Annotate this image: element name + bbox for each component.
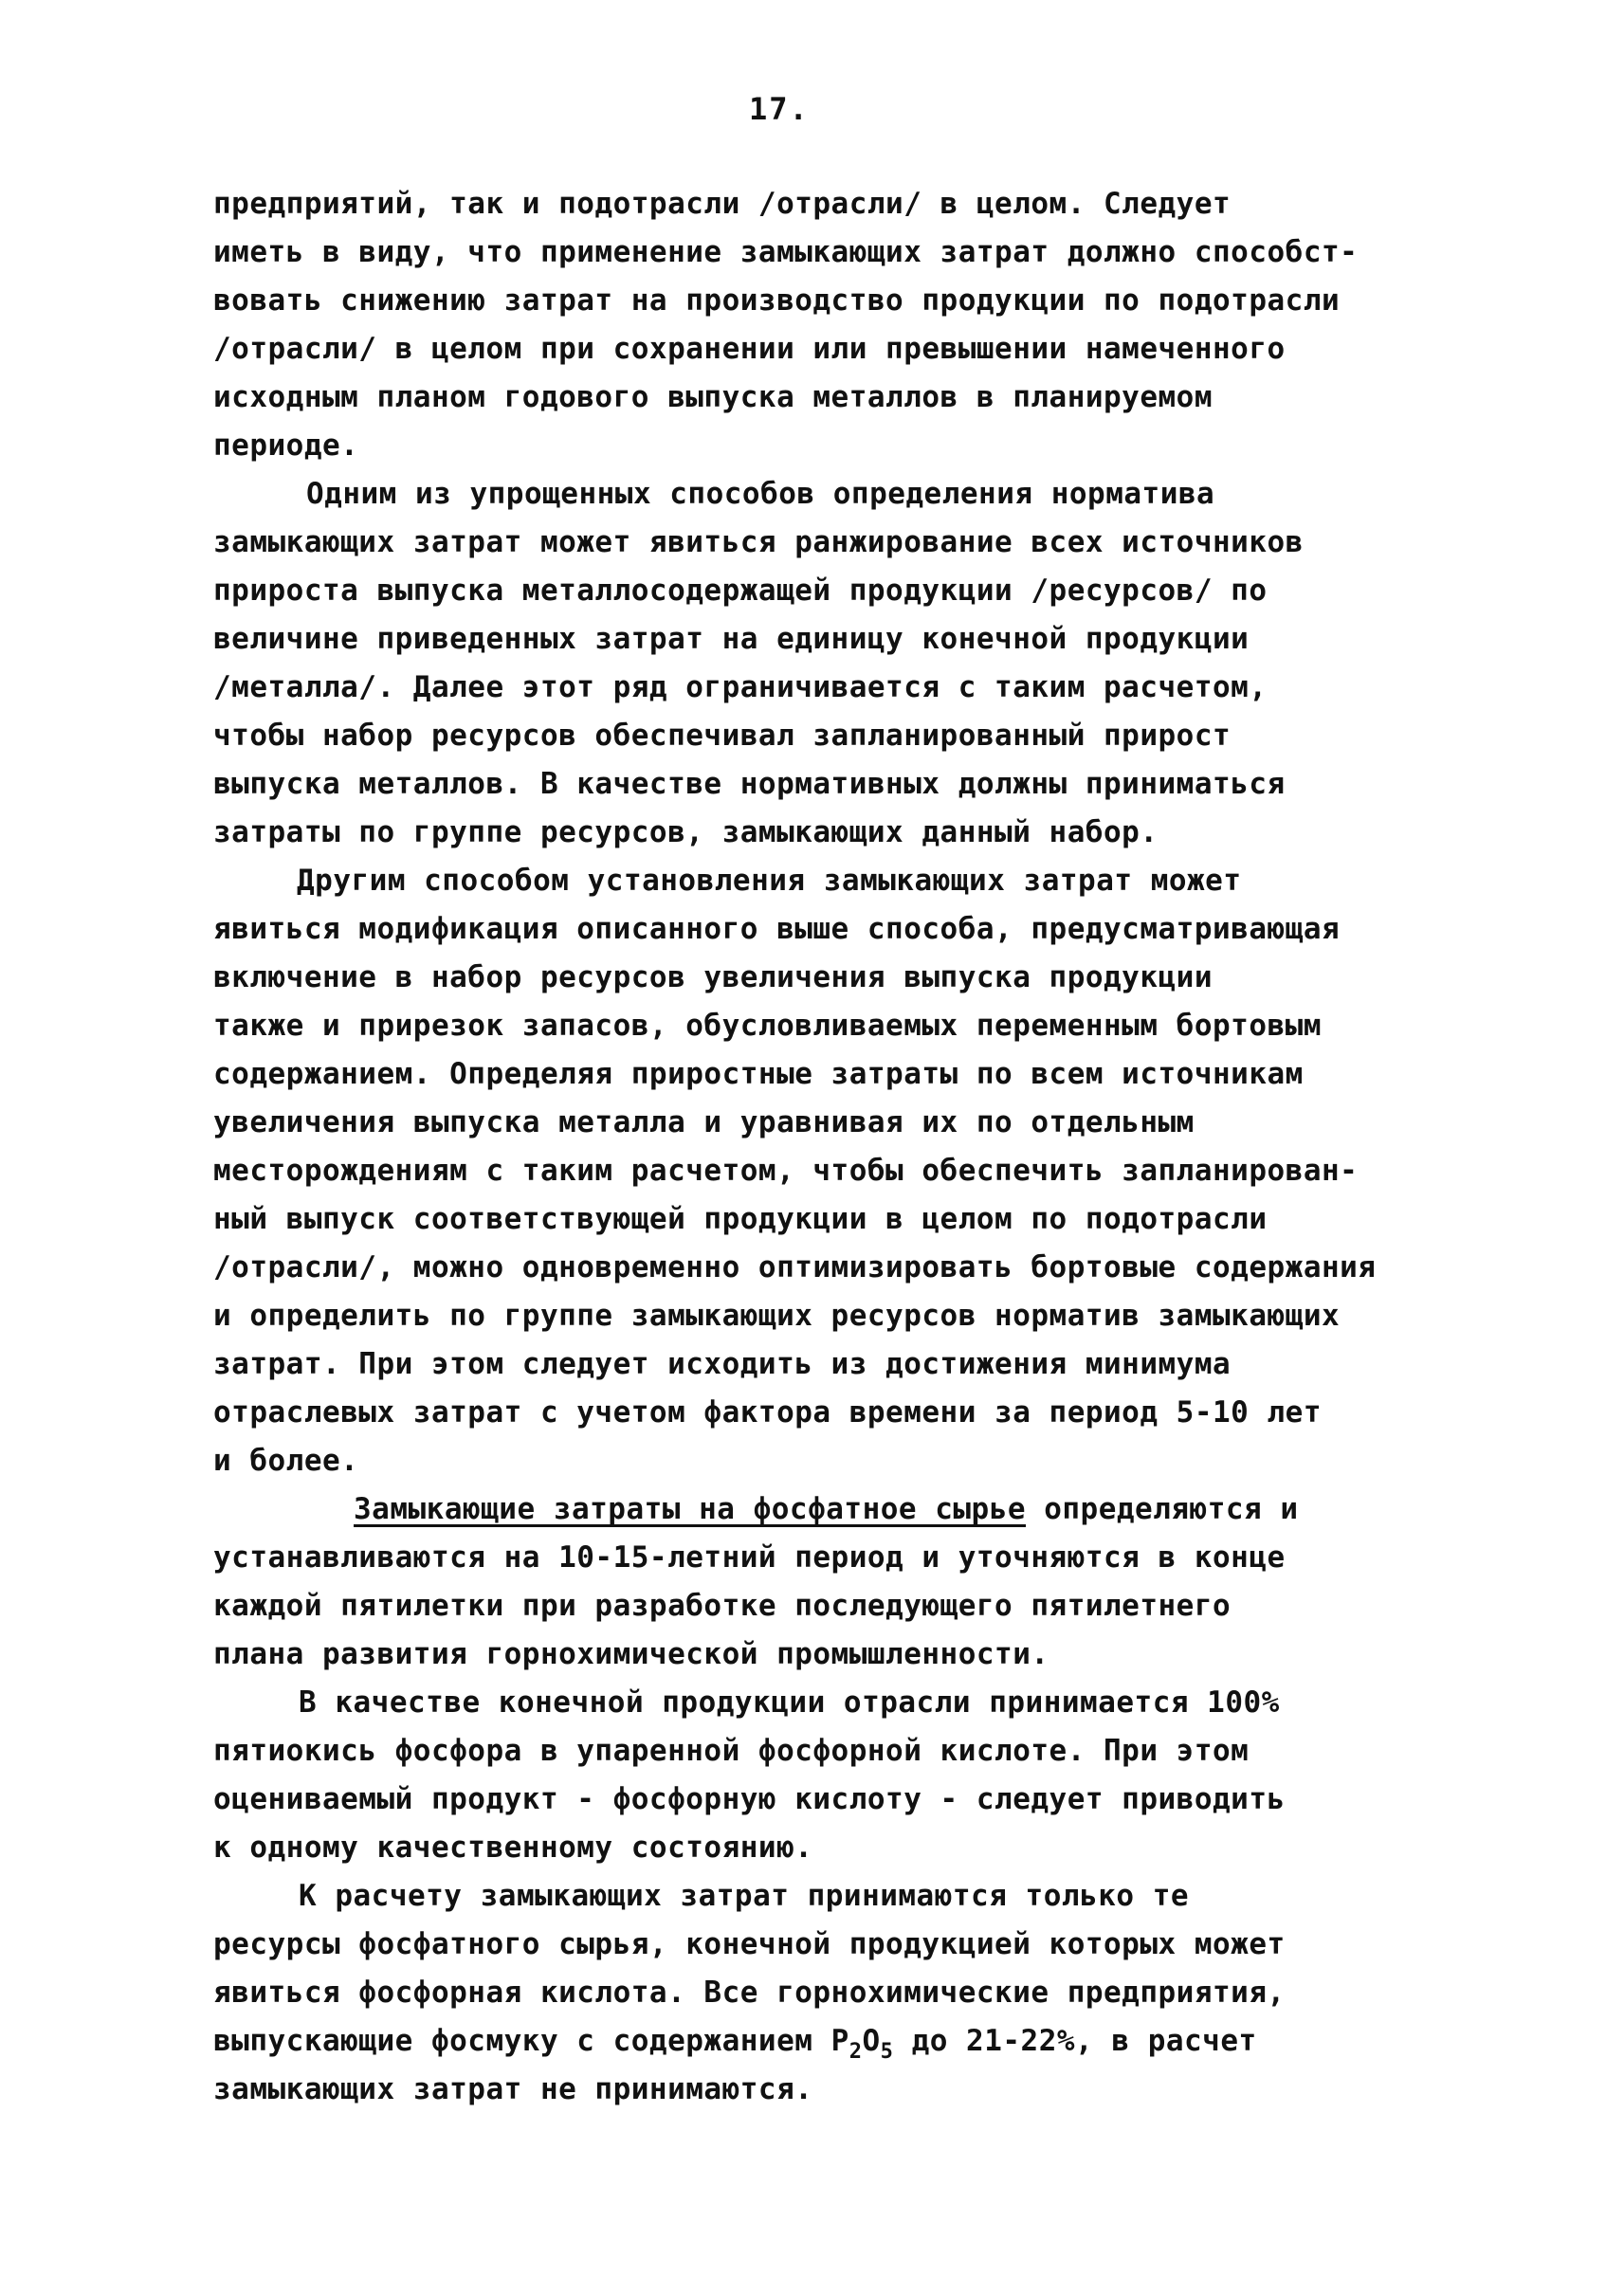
text-line: каждой пятилетки при разработке последующего пятилетнего: [213, 1589, 1232, 1623]
text-line: /отрасли/, можно одновременно оптимизировать бортовые содержания: [213, 1250, 1377, 1284]
text-line: и более.: [213, 1444, 359, 1478]
text-line: иметь в виду, что применение замыкающих затрат должно способст-: [213, 235, 1359, 269]
paragraph-3: [213, 857, 1484, 1485]
text-line: /металла/. Далее этот ряд ограничивается с таким расчетом,: [213, 670, 1268, 704]
formula-subscript-1: 2: [848, 2040, 863, 2064]
text-line: вовать снижению затрат на производство продукции по подотрасли: [213, 283, 1341, 318]
underlined-heading: Замыкающие затраты на фосфатное сырье: [354, 1492, 1027, 1526]
formula-text-before: выпускающие фосмуку с содержанием: [213, 2024, 831, 2058]
text-line: явиться фосфорная кислота. Все горнохимические предприятия,: [213, 1976, 1286, 2010]
text-line: прироста выпуска металлосодержащей продукции /ресурсов/ по: [213, 574, 1268, 608]
text-line: Одним из упрощенных способов определения норматива: [306, 477, 1215, 511]
text-line: увеличения выпуска металла и уравнивая их по отдельным: [213, 1105, 1195, 1139]
text-line: Другим способом установления замыкающих затрат может: [297, 864, 1242, 898]
formula-subscript-2: 5: [880, 2040, 894, 2064]
formula-p: P: [830, 2024, 849, 2058]
text-line: отраслевых затрат с учетом фактора времени за период 5-10 лет: [213, 1395, 1322, 1430]
document-body: [213, 180, 1484, 2114]
text-line: замыкающих затрат не принимаются.: [213, 2072, 813, 2106]
text-line: ный выпуск соответствующей продукции в целом по подотрасли: [213, 1202, 1268, 1236]
text-line: затрат. При этом следует исходить из достижения минимума: [213, 1347, 1232, 1381]
text-line: затраты по группе ресурсов, замыкающих данный набор.: [213, 815, 1159, 849]
formula-text-after: до 21-22%, в расчет: [893, 2024, 1257, 2058]
text-line: исходным планом годового выпуска металлов в планируемом: [213, 380, 1213, 414]
heading-continuation: определяются и: [1026, 1492, 1299, 1526]
text-line: содержанием. Определяя приростные затраты по всем источникам: [213, 1057, 1304, 1091]
text-line: плана развития горнохимической промышленности.: [213, 1637, 1049, 1671]
text-line: пятиокись фосфора в упаренной фосфорной кислоте. При этом: [213, 1734, 1250, 1768]
paragraph-6: [213, 1872, 1484, 2114]
text-line: включение в набор ресурсов увеличения выпуска продукции: [213, 960, 1213, 994]
text-line: замыкающих затрат может явиться ранжирование всех источников: [213, 525, 1304, 559]
text-line: ресурсы фосфатного сырья, конечной продукцией которых может: [213, 1927, 1286, 1961]
text-line: В качестве конечной продукции отрасли принимается 100%: [299, 1685, 1280, 1720]
text-line: /отрасли/ в целом при сохранении или превышении намеченного: [213, 332, 1286, 366]
text-line: выпуска металлов. В качестве нормативных должны приниматься: [213, 767, 1286, 801]
paragraph-4: [213, 1485, 1484, 1679]
paragraph-2: [213, 470, 1484, 857]
text-line: [213, 1485, 1484, 1534]
paragraph-1: [213, 180, 1484, 470]
text-line: и определить по группе замыкающих ресурсов норматив замыкающих: [213, 1299, 1341, 1333]
text-line: к одному качественному состоянию.: [213, 1831, 813, 1865]
formula-o: O: [862, 2024, 881, 2058]
text-line: величине приведенных затрат на единицу конечной продукции: [213, 622, 1250, 656]
text-line: явиться модификация описанного выше способа, предусматривающая: [213, 912, 1341, 946]
text-line: предприятий, так и подотрасли /отрасли/ в целом. Следует: [213, 187, 1232, 221]
page-number: 17.: [749, 91, 810, 127]
text-line: чтобы набор ресурсов обеспечивал запланированный прирост: [213, 719, 1232, 753]
formula-line: [213, 2017, 1484, 2066]
text-line: К расчету замыкающих затрат принимаются только те: [299, 1879, 1190, 1913]
text-line: месторождениям с таким расчетом, чтобы обеспечить запланирован-: [213, 1154, 1359, 1188]
text-line: устанавливаются на 10-15-летний период и уточняются в конце: [213, 1540, 1286, 1575]
paragraph-5: [213, 1679, 1484, 1872]
text-line: также и прирезок запасов, обусловливаемых переменным бортовым: [213, 1009, 1322, 1043]
text-line: оцениваемый продукт - фосфорную кислоту - следует приводить: [213, 1782, 1286, 1816]
text-line: периоде.: [213, 428, 359, 463]
